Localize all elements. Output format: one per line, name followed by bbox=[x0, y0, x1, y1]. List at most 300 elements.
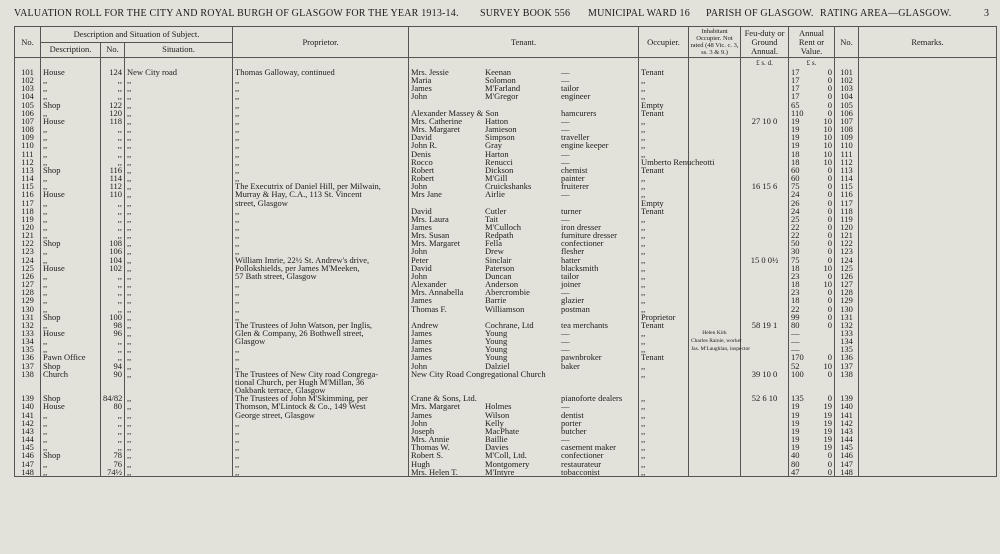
row-remarks bbox=[859, 223, 997, 231]
row-number-right: 144 bbox=[835, 435, 859, 443]
row-situation: ,, bbox=[125, 370, 233, 378]
rent-pounds: 19 bbox=[791, 401, 800, 412]
row-street-number: ,, bbox=[101, 427, 125, 435]
row-tenant bbox=[409, 305, 639, 313]
row-feuduty bbox=[741, 239, 789, 247]
row-situation: ,, bbox=[125, 247, 233, 255]
rent-pounds: 23 bbox=[791, 287, 800, 298]
tenant-forename: James bbox=[411, 328, 432, 338]
rent-pounds: 110 bbox=[791, 107, 804, 118]
rent-pounds: 22 bbox=[791, 221, 800, 232]
tenant-occupation: chemist bbox=[561, 164, 588, 175]
row-number-right: 107 bbox=[835, 117, 859, 125]
row-street-number: ,, bbox=[101, 337, 125, 345]
row-occupier: Proprietor bbox=[639, 313, 689, 321]
row-proprietor: The Trustees of John Watson, per Inglis, bbox=[233, 321, 409, 329]
row-remarks bbox=[859, 68, 997, 76]
row-number-right: 124 bbox=[835, 256, 859, 264]
row-street-number: 100 bbox=[101, 313, 125, 321]
row-number: 116 bbox=[15, 190, 41, 198]
row-occupier: ,, bbox=[639, 451, 689, 459]
row-occupier: Tenant bbox=[639, 109, 689, 117]
row-description: ,, bbox=[41, 199, 101, 207]
row-description: ,, bbox=[41, 182, 101, 190]
tenant-forename: Mrs. Margaret bbox=[411, 124, 460, 135]
row-description: ,, bbox=[41, 280, 101, 288]
row-proprietor: ,, bbox=[233, 101, 409, 109]
row-occupier: ,, bbox=[639, 337, 689, 345]
row-number-right: 103 bbox=[835, 84, 859, 92]
row-proprietor: ,, bbox=[233, 92, 409, 100]
row-proprietor: ,, bbox=[233, 468, 409, 477]
row-number-right: 139 bbox=[835, 394, 859, 402]
row-situation: ,, bbox=[125, 427, 233, 435]
row-number: 124 bbox=[15, 256, 41, 264]
row-street-number: ,, bbox=[101, 215, 125, 223]
tenant-occupation: hatter bbox=[561, 254, 581, 265]
row-feuduty bbox=[741, 68, 789, 76]
tenant-occupation: painter bbox=[561, 173, 585, 184]
row-number: 119 bbox=[15, 215, 41, 223]
tenant-forename: Crane & Sons, Ltd. bbox=[411, 393, 477, 404]
tenant-forename: James bbox=[411, 336, 432, 347]
row-tenant bbox=[409, 247, 639, 255]
row-feuduty bbox=[741, 305, 789, 313]
page-header bbox=[0, 0, 1000, 22]
row-inhabitant bbox=[689, 264, 741, 272]
row-number: 146 bbox=[15, 451, 41, 459]
tenant-surname: M'Gill bbox=[485, 173, 508, 184]
tenant-forename: James bbox=[411, 83, 432, 94]
row-tenant bbox=[409, 158, 639, 166]
rent-pounds: 17 bbox=[791, 75, 800, 86]
row-proprietor: ,, bbox=[233, 451, 409, 459]
rent-shillings: 0 bbox=[827, 75, 833, 86]
tenant-forename: Andrew bbox=[411, 319, 439, 330]
row-description: Shop bbox=[41, 239, 101, 247]
row-remarks bbox=[859, 207, 997, 215]
row-situation: ,, bbox=[125, 419, 233, 427]
row-description: ,, bbox=[41, 305, 101, 313]
row-number-right: 116 bbox=[835, 190, 859, 198]
tenant-surname: Drew bbox=[485, 246, 504, 257]
row-feuduty bbox=[741, 141, 789, 149]
row-inhabitant bbox=[689, 313, 741, 321]
tenant-forename: David bbox=[411, 205, 432, 216]
tenant-occupation: — bbox=[561, 156, 570, 167]
row-description: ,, bbox=[41, 460, 101, 468]
row-situation: ,, bbox=[125, 239, 233, 247]
row-inhabitant bbox=[689, 141, 741, 149]
row-description: ,, bbox=[41, 256, 101, 264]
row-proprietor: ,, bbox=[233, 427, 409, 435]
rent-shillings: 0 bbox=[827, 295, 833, 306]
row-number-right: 110 bbox=[835, 141, 859, 149]
row-tenant bbox=[409, 166, 639, 174]
row-proprietor: street, Glasgow bbox=[233, 199, 409, 207]
rent-pounds: 99 bbox=[791, 311, 800, 322]
row-proprietor: Glen & Company, 26 Bothwell street, bbox=[233, 329, 409, 337]
rent-shillings: 0 bbox=[827, 303, 833, 314]
row-inhabitant bbox=[689, 296, 741, 304]
row-proprietor: ,, bbox=[233, 435, 409, 443]
row-proprietor: ,, bbox=[233, 353, 409, 361]
row-proprietor: Glasgow bbox=[233, 337, 409, 345]
row-remarks bbox=[859, 394, 997, 402]
row-remarks bbox=[859, 370, 997, 378]
municipal-ward: MUNICIPAL WARD 16 bbox=[588, 8, 690, 19]
row-remarks bbox=[859, 305, 997, 313]
rent-shillings: 10 bbox=[823, 360, 833, 371]
row-remarks bbox=[859, 174, 997, 182]
row-proprietor: ,, bbox=[233, 215, 409, 223]
survey-book: SURVEY BOOK 556 bbox=[480, 8, 571, 19]
row-description: ,, bbox=[41, 150, 101, 158]
row-street-number: ,, bbox=[101, 150, 125, 158]
tenant-forename: David bbox=[411, 132, 432, 143]
row-feuduty bbox=[741, 411, 789, 419]
tenant-forename: Rocco bbox=[411, 156, 433, 167]
row-number-right: 133 bbox=[835, 329, 859, 337]
row-number-right: 137 bbox=[835, 362, 859, 370]
row-street-number: 98 bbox=[101, 321, 125, 329]
table-row bbox=[15, 378, 997, 386]
row-proprietor: ,, bbox=[233, 288, 409, 296]
row-number: 140 bbox=[15, 402, 41, 410]
row-situation bbox=[125, 386, 233, 394]
row-street-number: ,, bbox=[101, 288, 125, 296]
row-situation: ,, bbox=[125, 394, 233, 402]
row-number-right: 112 bbox=[835, 158, 859, 166]
tenant-forename: Robert S. bbox=[411, 450, 444, 461]
tenant-occupation: turner bbox=[561, 205, 582, 216]
row-description: ,, bbox=[41, 411, 101, 419]
rent-pounds: 19 bbox=[791, 409, 800, 420]
tenant-forename: John bbox=[411, 417, 428, 428]
row-number: 101 bbox=[15, 68, 41, 76]
row-inhabitant bbox=[689, 256, 741, 264]
row-number-right: 108 bbox=[835, 125, 859, 133]
row-situation: ,, bbox=[125, 182, 233, 190]
row-number: 109 bbox=[15, 133, 41, 141]
row-inhabitant bbox=[689, 231, 741, 239]
row-number: 104 bbox=[15, 92, 41, 100]
row-remarks bbox=[859, 280, 997, 288]
row-description: ,, bbox=[41, 125, 101, 133]
row-description: House bbox=[41, 329, 101, 337]
row-remarks bbox=[859, 451, 997, 459]
row-occupier: ,, bbox=[639, 329, 689, 337]
row-remarks bbox=[859, 190, 997, 198]
tenant-surname: Kelly bbox=[485, 417, 504, 428]
rent-shillings: 10 bbox=[823, 156, 833, 167]
row-situation: ,, bbox=[125, 150, 233, 158]
row-description: ,, bbox=[41, 468, 101, 477]
row-number-right: 146 bbox=[835, 451, 859, 459]
row-number-right: 128 bbox=[835, 288, 859, 296]
row-tenant bbox=[409, 288, 639, 296]
rent-pounds: 17 bbox=[791, 91, 800, 102]
row-feuduty bbox=[741, 435, 789, 443]
row-occupier: ,, bbox=[639, 394, 689, 402]
rent-pounds: 170 bbox=[791, 352, 804, 363]
rent-pounds: 19 bbox=[791, 425, 800, 436]
row-number-right: 106 bbox=[835, 109, 859, 117]
tenant-occupation: tailor bbox=[561, 83, 579, 94]
rent-shillings: 0 bbox=[827, 67, 833, 77]
row-remarks bbox=[859, 378, 997, 386]
row-description: House bbox=[41, 402, 101, 410]
row-inhabitant bbox=[689, 133, 741, 141]
row-number-right: 120 bbox=[835, 223, 859, 231]
rent-pounds: 19 bbox=[791, 115, 800, 126]
row-remarks bbox=[859, 231, 997, 239]
row-number-right: 105 bbox=[835, 101, 859, 109]
row-inhabitant bbox=[689, 215, 741, 223]
row-inhabitant bbox=[689, 76, 741, 84]
row-description: ,, bbox=[41, 215, 101, 223]
rent-pounds: 22 bbox=[791, 230, 800, 241]
rent-shillings: 0 bbox=[827, 83, 833, 94]
row-inhabitant bbox=[689, 362, 741, 370]
row-situation: ,, bbox=[125, 321, 233, 329]
tenant-forename: Hugh bbox=[411, 458, 430, 469]
row-inhabitant bbox=[689, 239, 741, 247]
row-description: ,, bbox=[41, 345, 101, 353]
row-feuduty bbox=[741, 199, 789, 207]
row-situation: ,, bbox=[125, 353, 233, 361]
row-proprietor: ,, bbox=[233, 345, 409, 353]
row-inhabitant bbox=[689, 247, 741, 255]
row-street-number: 114 bbox=[101, 174, 125, 182]
row-feuduty bbox=[741, 133, 789, 141]
row-remarks bbox=[859, 215, 997, 223]
row-proprietor: ,, bbox=[233, 158, 409, 166]
row-inhabitant bbox=[689, 199, 741, 207]
tenant-surname: Young bbox=[485, 328, 508, 338]
col-rent: Annual Rent or Value. bbox=[789, 27, 835, 58]
row-proprietor: ,, bbox=[233, 141, 409, 149]
tenant-surname: Sinclair bbox=[485, 254, 512, 265]
row-proprietor: ,, bbox=[233, 84, 409, 92]
tenant-forename: Mrs Jane bbox=[411, 189, 442, 200]
row-street-number: ,, bbox=[101, 353, 125, 361]
row-proprietor: Thomas Galloway, continued bbox=[233, 68, 409, 76]
rent-pounds: 22 bbox=[791, 303, 800, 314]
row-inhabitant bbox=[689, 435, 741, 443]
tenant-forename: James bbox=[411, 352, 432, 363]
row-number-right: 111 bbox=[835, 150, 859, 158]
col-proprietor: Proprietor. bbox=[233, 27, 409, 58]
row-proprietor: ,, bbox=[233, 280, 409, 288]
row-number: 108 bbox=[15, 125, 41, 133]
row-number: 122 bbox=[15, 239, 41, 247]
tenant-occupation: — bbox=[561, 148, 570, 159]
rent-pounds: 100 bbox=[791, 368, 804, 379]
tenant-forename: John bbox=[411, 91, 428, 102]
row-number: 128 bbox=[15, 288, 41, 296]
row-situation: ,, bbox=[125, 199, 233, 207]
row-street-number: 104 bbox=[101, 256, 125, 264]
row-situation: ,, bbox=[125, 460, 233, 468]
row-proprietor: Pollokshields, per James M'Meeken, bbox=[233, 264, 409, 272]
row-description: House bbox=[41, 117, 101, 125]
rent-shillings: 0 bbox=[827, 221, 833, 232]
rent-shillings: 0 bbox=[827, 189, 833, 200]
row-feuduty: 27 10 0 bbox=[741, 117, 789, 125]
row-description: House bbox=[41, 190, 101, 198]
row-remarks bbox=[859, 460, 997, 468]
tenant-occupation: — bbox=[561, 287, 570, 298]
row-street-number: ,, bbox=[101, 411, 125, 419]
col-feuduty: Feu-duty or Ground Annual. bbox=[741, 27, 789, 58]
rent-shillings: 0 bbox=[827, 466, 833, 477]
row-number: 143 bbox=[15, 427, 41, 435]
row-street-number bbox=[101, 378, 125, 386]
row-proprietor: ,, bbox=[233, 207, 409, 215]
row-description: House bbox=[41, 264, 101, 272]
row-description: House bbox=[41, 68, 101, 76]
row-inhabitant bbox=[689, 451, 741, 459]
row-number-right: 130 bbox=[835, 305, 859, 313]
row-number-right: 104 bbox=[835, 92, 859, 100]
row-tenant bbox=[409, 337, 639, 345]
tenant-forename: Denis bbox=[411, 148, 431, 159]
rent-pounds: 65 bbox=[791, 99, 800, 110]
row-number: 114 bbox=[15, 174, 41, 182]
tenant-forename: Mrs. Annie bbox=[411, 434, 450, 445]
row-description: ,, bbox=[41, 92, 101, 100]
row-number-right: 114 bbox=[835, 174, 859, 182]
tenant-occupation: — bbox=[561, 434, 570, 445]
row-occupier: ,, bbox=[639, 305, 689, 313]
rent-pounds: 19 bbox=[791, 442, 800, 453]
row-description: ,, bbox=[41, 247, 101, 255]
rent-shillings: 0 bbox=[827, 254, 833, 265]
row-number: 115 bbox=[15, 182, 41, 190]
rent-pounds: 52 bbox=[791, 360, 800, 371]
row-feuduty bbox=[741, 443, 789, 451]
row-proprietor: ,, bbox=[233, 133, 409, 141]
row-rent bbox=[789, 378, 835, 386]
row-number: 121 bbox=[15, 231, 41, 239]
row-inhabitant bbox=[689, 166, 741, 174]
rent-pounds: 25 bbox=[791, 213, 800, 224]
tenant-occupation: confectioner bbox=[561, 238, 604, 249]
rent-pounds: — bbox=[791, 328, 800, 338]
tenant-surname: Dalziel bbox=[485, 360, 510, 371]
row-street-number: 116 bbox=[101, 166, 125, 174]
row-tenant bbox=[409, 353, 639, 361]
row-description: ,, bbox=[41, 321, 101, 329]
tenant-occupation: — bbox=[561, 124, 570, 135]
rent-shillings: 19 bbox=[823, 401, 833, 412]
rent-shillings: 0 bbox=[827, 450, 833, 461]
rent-pounds: 19 bbox=[791, 434, 800, 445]
tenant-forename: Robert bbox=[411, 173, 435, 184]
row-remarks bbox=[859, 345, 997, 353]
row-number: 102 bbox=[15, 76, 41, 84]
tenant-forename: Thomas W. bbox=[411, 442, 450, 453]
row-number: 125 bbox=[15, 264, 41, 272]
row-remarks bbox=[859, 109, 997, 117]
row-remarks bbox=[859, 321, 997, 329]
row-remarks bbox=[859, 84, 997, 92]
row-inhabitant bbox=[689, 288, 741, 296]
row-number-right: 113 bbox=[835, 166, 859, 174]
row-number-right: 136 bbox=[835, 353, 859, 361]
row-remarks bbox=[859, 313, 997, 321]
row-proprietor: ,, bbox=[233, 443, 409, 451]
rent-pounds: 80 bbox=[791, 319, 800, 330]
row-number-right: 132 bbox=[835, 321, 859, 329]
row-remarks bbox=[859, 288, 997, 296]
row-remarks bbox=[859, 386, 997, 394]
row-feuduty bbox=[741, 125, 789, 133]
rent-shillings: 0 bbox=[827, 164, 833, 175]
row-tenant bbox=[409, 125, 639, 133]
row-inhabitant bbox=[689, 68, 741, 76]
row-proprietor: ,, bbox=[233, 247, 409, 255]
row-street-number: 78 bbox=[101, 451, 125, 459]
tenant-forename: Mrs. Susan bbox=[411, 230, 450, 241]
row-inhabitant bbox=[689, 207, 741, 215]
tenant-surname: Baillie bbox=[485, 434, 508, 445]
row-description: Shop bbox=[41, 313, 101, 321]
row-number: 147 bbox=[15, 460, 41, 468]
tenant-occupation: dentist bbox=[561, 409, 584, 420]
tenant-occupation: restaurateur bbox=[561, 458, 602, 469]
row-occupier: ,, bbox=[639, 190, 689, 198]
row-tenant bbox=[409, 329, 639, 337]
row-inhabitant bbox=[689, 174, 741, 182]
row-description: ,, bbox=[41, 207, 101, 215]
row-situation: ,, bbox=[125, 215, 233, 223]
row-occupier: ,, bbox=[639, 296, 689, 304]
row-street-number: 76 bbox=[101, 460, 125, 468]
rent-pounds: 19 bbox=[791, 132, 800, 143]
row-inhabitant: Charles Rainie, worker bbox=[689, 337, 741, 345]
row-occupier: ,, bbox=[639, 215, 689, 223]
row-occupier: ,, bbox=[639, 247, 689, 255]
tenant-surname: Duncan bbox=[485, 270, 512, 281]
row-situation: ,, bbox=[125, 125, 233, 133]
row-inhabitant bbox=[689, 386, 741, 394]
row-street-number: ,, bbox=[101, 435, 125, 443]
tenant-occupation: casement maker bbox=[561, 442, 616, 453]
table-row bbox=[15, 370, 997, 378]
rent-pounds: 18 bbox=[791, 148, 800, 159]
row-feuduty bbox=[741, 427, 789, 435]
rent-shillings: 0 bbox=[827, 393, 833, 404]
tenant-surname: Paterson bbox=[485, 262, 515, 273]
row-situation: ,, bbox=[125, 443, 233, 451]
row-inhabitant bbox=[689, 101, 741, 109]
col-no-right: No. bbox=[835, 27, 859, 58]
tenant-forename: James bbox=[411, 344, 432, 355]
row-street-number: 74½ bbox=[101, 468, 125, 477]
row-street-number: ,, bbox=[101, 305, 125, 313]
tenant-surname: Williamson bbox=[485, 303, 525, 314]
tenant-surname: M'Culloch bbox=[485, 221, 522, 232]
row-description: ,, bbox=[41, 272, 101, 280]
tenant-surname: Airlie bbox=[485, 189, 505, 200]
row-tenant bbox=[409, 370, 639, 378]
row-feuduty bbox=[741, 231, 789, 239]
tenant-surname: Young bbox=[485, 344, 508, 355]
rating-area: RATING AREA—GLASGOW. bbox=[820, 8, 952, 19]
tenant-occupation: — bbox=[561, 336, 570, 347]
